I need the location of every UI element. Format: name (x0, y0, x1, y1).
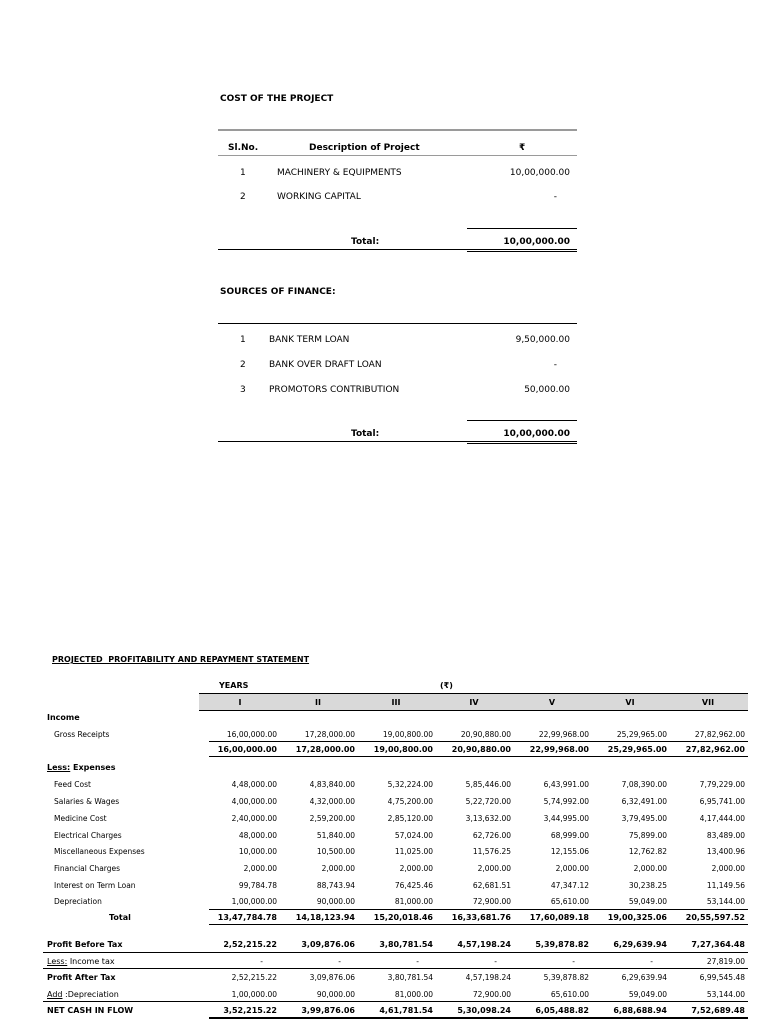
expense-label: Salaries & Wages (54, 797, 120, 806)
expense-value: 62,681.51 (472, 881, 511, 890)
dep-rule (43, 1001, 748, 1002)
expense-label: Miscellaneous Expenses (54, 847, 145, 856)
pat-value: 2,52,215.22 (231, 973, 277, 982)
expenses-total-value: 16,33,681.76 (451, 913, 511, 922)
gross-value: 25,29,965.00 (616, 730, 667, 739)
tax-rule (43, 968, 748, 969)
expense-value: 72,900.00 (472, 897, 511, 906)
finance-row-no: 3 (240, 385, 246, 395)
expense-value: 81,000.00 (394, 897, 433, 906)
expenses-total-rule (209, 924, 748, 925)
gross-rule (209, 741, 748, 742)
finance-row-desc: PROMOTORS CONTRIBUTION (269, 385, 400, 395)
ncf-label: NET CASH IN FLOW (47, 1006, 134, 1015)
cost-row-desc: MACHINERY & EQUIPMENTS (277, 168, 402, 178)
years-header-top-rule (199, 693, 748, 694)
years-label: YEARS (219, 681, 249, 690)
gross-value: 27,82,962.00 (694, 730, 745, 739)
profit-title: PROJECTED PROFITABILITY AND REPAYMENT STATEMENT (52, 655, 310, 664)
expense-value: 12,762.82 (628, 847, 667, 856)
tax-value: 27,819.00 (706, 957, 745, 966)
ncf-value: 3,99,876.06 (301, 1006, 355, 1015)
pbt-value: 2,52,215.22 (223, 940, 277, 949)
tax-value: - (494, 957, 497, 966)
expense-value: 4,75,200.00 (387, 797, 433, 806)
expense-value: 3,44,995.00 (543, 814, 589, 823)
tax-value: - (338, 957, 341, 966)
pat-value: 3,09,876.06 (309, 973, 355, 982)
finance-total-value: 10,00,000.00 (503, 429, 570, 439)
expenses-total-value: 19,00,325.06 (607, 913, 667, 922)
ncf-value: 4,61,781.54 (379, 1006, 433, 1015)
dep-value: 81,000.00 (394, 990, 433, 999)
gross-value: 22,99,968.00 (538, 730, 589, 739)
expense-value: 2,000.00 (399, 864, 433, 873)
expense-value: 2,000.00 (477, 864, 511, 873)
finance-total-double-rule (467, 443, 577, 444)
dep-value: 65,610.00 (550, 990, 589, 999)
expense-value: 2,000.00 (243, 864, 277, 873)
expense-value: 51,840.00 (316, 831, 355, 840)
expense-value: 57,024.00 (394, 831, 433, 840)
expense-value: 11,025.00 (394, 847, 433, 856)
expense-value: 4,48,000.00 (231, 780, 277, 789)
expense-value: 30,238.25 (628, 881, 667, 890)
finance-title: SOURCES OF FINANCE: (220, 287, 336, 297)
expense-value: 4,83,840.00 (309, 780, 355, 789)
expense-value: 2,000.00 (633, 864, 667, 873)
expense-value: 65,610.00 (550, 897, 589, 906)
cost-row-desc: WORKING CAPITAL (277, 192, 361, 202)
expense-value: 75,899.00 (628, 831, 667, 840)
less-label: Less: (47, 763, 71, 772)
cost-row-no: 2 (240, 192, 246, 202)
expense-value: 53,144.00 (706, 897, 745, 906)
expense-value: 11,576.25 (472, 847, 511, 856)
gross-value: 20,90,880.00 (460, 730, 511, 739)
pbt-value: 3,09,876.06 (301, 940, 355, 949)
expense-value: 2,000.00 (711, 864, 745, 873)
expense-value: 4,00,000.00 (231, 797, 277, 806)
expense-label: Feed Cost (54, 780, 91, 789)
gross-total-value: 27,82,962.00 (685, 745, 745, 754)
expense-value: 47,347.12 (550, 881, 589, 890)
finance-row-desc: BANK OVER DRAFT LOAN (269, 360, 382, 370)
gross-receipts-label: Gross Receipts (54, 730, 110, 739)
gross-total-value: 22,99,968.00 (529, 745, 589, 754)
cost-total-double-rule (467, 251, 577, 252)
tax-less-label: Less: (47, 957, 68, 966)
expenses-label: Expenses (70, 763, 116, 772)
cost-total-bottom-rule (218, 249, 577, 250)
year-header-cell: III (391, 698, 401, 707)
expense-value: 5,32,224.00 (387, 780, 433, 789)
finance-total-top-rule (467, 420, 577, 421)
expense-value: 6,95,741.00 (699, 797, 745, 806)
gross-total-value: 20,90,880.00 (451, 745, 511, 754)
expense-value: 11,149.56 (706, 881, 745, 890)
expenses-total-value: 14,18,123.94 (295, 913, 355, 922)
dep-text: :Depreciation (62, 990, 119, 999)
expense-value: 99,784.78 (238, 881, 277, 890)
add-label: Add (47, 990, 63, 999)
cost-row-amount: 10,00,000.00 (509, 168, 570, 178)
cost-title: COST OF THE PROJECT (220, 94, 334, 104)
expense-value: 6,32,491.00 (621, 797, 667, 806)
expenses-total-value: 15,20,018.46 (373, 913, 433, 922)
expenses-total-value: 17,60,089.18 (529, 913, 589, 922)
rupee-symbol-header: ₹ (519, 143, 526, 153)
depreciation-add-label (47, 990, 119, 999)
expense-value: 3,13,632.00 (465, 814, 511, 823)
pbt-value: 6,29,639.94 (613, 940, 667, 949)
pbt-value: 7,27,364.48 (691, 940, 745, 949)
pbt-value: 3,80,781.54 (379, 940, 433, 949)
cost-header-description: Description of Project (309, 143, 420, 153)
pbt-value: 5,39,878.82 (535, 940, 589, 949)
expense-value: 10,000.00 (238, 847, 277, 856)
pat-value: 6,99,545.48 (699, 973, 745, 982)
expense-value: 48,000.00 (238, 831, 277, 840)
finance-row-amount: - (553, 360, 557, 370)
expense-value: 76,425.46 (394, 881, 433, 890)
finance-total-bottom-rule (218, 441, 577, 442)
expense-label: Depreciation (54, 897, 102, 906)
income-label: Income (47, 713, 80, 722)
pat-label: Profit After Tax (47, 973, 116, 982)
year-header-cell: VII (701, 698, 715, 707)
expense-value: 1,00,000.00 (231, 897, 277, 906)
tax-text: Income tax (67, 957, 115, 966)
expense-value: 6,43,991.00 (543, 780, 589, 789)
tax-value: - (416, 957, 419, 966)
pat-value: 6,29,639.94 (621, 973, 667, 982)
gross-total-value: 19,00,800.00 (373, 745, 433, 754)
ncf-value: 5,30,098.24 (457, 1006, 511, 1015)
expense-value: 7,08,390.00 (621, 780, 667, 789)
cost-total-value: 10,00,000.00 (503, 237, 570, 247)
year-header-cell: VI (625, 698, 635, 707)
expense-label: Electrical Charges (54, 831, 122, 840)
finance-header-rule (218, 323, 577, 324)
finance-total-label: Total: (351, 429, 380, 439)
expense-value: 5,85,446.00 (465, 780, 511, 789)
cost-header-slno: Sl.No. (228, 143, 259, 153)
finance-row-amount: 9,50,000.00 (515, 335, 570, 345)
cost-total-label: Total: (351, 237, 380, 247)
dep-value: 90,000.00 (316, 990, 355, 999)
expenses-total-value: 20,55,597.52 (685, 913, 745, 922)
ncf-value: 3,52,215.22 (223, 1006, 277, 1015)
years-header-bottom-rule (199, 710, 748, 711)
finance-row-no: 1 (240, 335, 246, 345)
expenses-total-label: Total (109, 913, 131, 922)
cost-row-no: 1 (240, 168, 246, 178)
tax-value: - (650, 957, 653, 966)
expense-label: Medicine Cost (54, 814, 107, 823)
year-header-cell: V (548, 698, 556, 707)
year-header-cell: II (315, 698, 321, 707)
cost-row-amount: - (553, 192, 557, 202)
gross-total-value: 16,00,000.00 (217, 745, 277, 754)
expense-label: Interest on Term Loan (54, 881, 136, 890)
pat-value: 4,57,198.24 (465, 973, 511, 982)
gross-total-value: 17,28,000.00 (295, 745, 355, 754)
gross-value: 19,00,800.00 (382, 730, 433, 739)
expense-value: 2,59,200.00 (309, 814, 355, 823)
pat-value: 3,80,781.54 (387, 973, 433, 982)
expense-value: 2,000.00 (321, 864, 355, 873)
finance-row-no: 2 (240, 360, 246, 370)
expense-value: 68,999.00 (550, 831, 589, 840)
expense-value: 2,40,000.00 (231, 814, 277, 823)
expense-value: 2,000.00 (555, 864, 589, 873)
currency-label: (₹) (440, 681, 453, 690)
year-header-cell: I (238, 698, 242, 707)
expense-value: 3,79,495.00 (621, 814, 667, 823)
gross-total-rule (209, 756, 748, 757)
dep-value: 72,900.00 (472, 990, 511, 999)
expenses-total-value: 13,47,784.78 (217, 913, 277, 922)
income-tax-label (47, 957, 115, 966)
pbt-label: Profit Before Tax (47, 940, 123, 949)
expense-value: 90,000.00 (316, 897, 355, 906)
expense-value: 4,32,000.00 (309, 797, 355, 806)
expense-value: 59,049.00 (628, 897, 667, 906)
expense-value: 83,489.00 (706, 831, 745, 840)
tax-value: - (572, 957, 575, 966)
ncf-value: 6,88,688.94 (613, 1006, 667, 1015)
pbt-value: 4,57,198.24 (457, 940, 511, 949)
expense-label: Financial Charges (54, 864, 121, 873)
pat-value: 5,39,878.82 (543, 973, 589, 982)
gross-value: 17,28,000.00 (304, 730, 355, 739)
tax-value: - (260, 957, 263, 966)
ncf-rule (209, 1017, 748, 1019)
expense-value: 5,22,720.00 (465, 797, 511, 806)
expense-value: 5,74,992.00 (543, 797, 589, 806)
pbt-rule (43, 952, 748, 953)
expense-value: 2,85,120.00 (387, 814, 433, 823)
dep-value: 1,00,000.00 (231, 990, 277, 999)
ncf-value: 6,05,488.82 (535, 1006, 589, 1015)
year-header-cell: IV (469, 698, 479, 707)
expense-value: 7,79,229.00 (699, 780, 745, 789)
cost-header-bottom-rule (218, 155, 577, 156)
expense-value: 4,17,444.00 (699, 814, 745, 823)
expense-value: 12,155.06 (550, 847, 589, 856)
cost-total-top-rule (467, 228, 577, 229)
expense-value: 62,726.00 (472, 831, 511, 840)
gross-value: 16,00,000.00 (226, 730, 277, 739)
less-expenses-label (47, 763, 115, 772)
expense-value: 13,400.96 (706, 847, 745, 856)
dep-value: 59,049.00 (628, 990, 667, 999)
finance-row-amount: 50,000.00 (524, 385, 570, 395)
expenses-rule (209, 909, 748, 910)
expense-value: 10,500.00 (316, 847, 355, 856)
ncf-value: 7,52,689.48 (691, 1006, 745, 1015)
expense-value: 88,743.94 (316, 881, 355, 890)
gross-total-value: 25,29,965.00 (607, 745, 667, 754)
dep-value: 53,144.00 (706, 990, 745, 999)
finance-row-desc: BANK TERM LOAN (269, 335, 350, 345)
